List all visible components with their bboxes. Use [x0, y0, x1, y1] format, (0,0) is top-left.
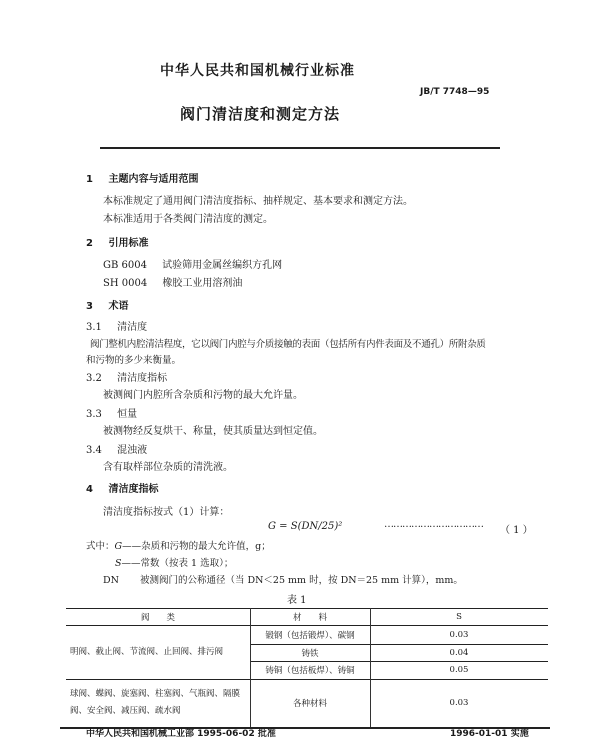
- term-definition-cont: 和污物的多少来衡量。: [86, 355, 182, 366]
- variable-definition: [103, 572, 463, 586]
- table-s-cell: 0.03: [449, 698, 469, 708]
- section-number: 4: [86, 484, 93, 495]
- term-name: 混浊液: [117, 445, 148, 456]
- paragraph: 本标准适用于各类阀门清洁度的测定。: [103, 214, 273, 225]
- variable-symbol: S: [115, 558, 122, 569]
- term-name: 恒量: [117, 409, 138, 420]
- table-header-cell: S: [456, 611, 462, 622]
- term-heading: [86, 405, 137, 420]
- footer-approval-visible: 中华人民共和国机械工业部 1995-06-02 批准: [86, 729, 276, 739]
- table-caption: 表 1: [287, 595, 307, 606]
- section-2-heading: [86, 234, 148, 249]
- term-number: 3.3: [86, 409, 102, 420]
- table-group-label: 明阀、截止阀、节流阀、止回阀、排污阀: [70, 646, 224, 657]
- variable-symbol: DN: [103, 575, 119, 586]
- section-number: 3: [86, 301, 93, 312]
- reference-code: SH 0004: [103, 278, 148, 289]
- term-heading: [86, 369, 167, 384]
- section-number: 2: [86, 238, 93, 249]
- section-title: 术语: [108, 301, 129, 312]
- table-material-cell: 铸铜（包括板焊）、铸铜: [265, 666, 355, 676]
- term-name: 清洁度指标: [117, 373, 168, 384]
- term-number: 3.4: [86, 445, 102, 456]
- table-s-cell: 0.03: [449, 629, 469, 640]
- formula-leader-dots: ……………………………: [384, 519, 483, 530]
- term-heading: [86, 441, 147, 456]
- term-definition: 含有取样部位杂质的清洗液。: [103, 462, 233, 473]
- table-s-cell: 0.05: [449, 665, 469, 675]
- document-title: 阀门清洁度和测定方法: [180, 105, 341, 123]
- standard-number: JB/T 7748—95: [420, 87, 490, 97]
- formula: G = S(DN/25)²: [268, 521, 343, 532]
- formula-number: （ 1 ）: [500, 525, 533, 536]
- table-header-cell: 阀 类: [140, 612, 175, 623]
- term-definition: 被测阀门内腔所含杂质和污物的最大允许量。: [103, 390, 303, 401]
- term-definition: 阀门整机内腔清洁程度，它以阀门内腔与介质接触的表面（包括所有内件表面及不通孔）所附杂质: [90, 339, 486, 350]
- table-material-cell: 各种材料: [292, 699, 327, 709]
- section-1-heading: [86, 170, 198, 185]
- term-number: 3.1: [86, 322, 102, 333]
- term-number: 3.2: [86, 373, 102, 384]
- reference-title: 试验筛用金属丝编织方孔网: [162, 260, 283, 271]
- table-group-label: 球阀、蝶阀、旋塞阀、柱塞阀、气瓶阀、隔膜阀、安全阀、减压阀、疏水阀: [70, 689, 241, 716]
- section-3-heading: [86, 297, 128, 312]
- variable-definition: [86, 538, 271, 552]
- term-heading: [86, 318, 147, 333]
- issuer-title: 中华人民共和国机械行业标准: [160, 63, 355, 79]
- variable-description: ——常数（按表 1 选取）；: [121, 558, 234, 569]
- reference-code: GB 6004: [103, 260, 147, 271]
- reference-title: 橡胶工业用溶剂油: [162, 278, 243, 289]
- table-header-cell: 材 料: [292, 612, 327, 623]
- term-name: 清洁度: [117, 322, 148, 333]
- table-material-cell: 铸铁: [301, 648, 319, 659]
- variable-definition: [115, 555, 233, 569]
- section-title: 引用标准: [108, 238, 149, 249]
- table-s-cell: 0.04: [449, 647, 469, 658]
- footer-implement: 1996-01-01 实施: [450, 729, 529, 739]
- variable-description: 被测阀门的公称通径（当 DN＜25 mm 时，按 DN＝25 mm 计算），mm。: [139, 575, 463, 586]
- section-4-heading: [86, 480, 158, 495]
- section-title: 清洁度指标: [108, 484, 159, 495]
- formula-intro: 清洁度指标按式（1）计算：: [103, 507, 230, 518]
- section-number: 1: [86, 174, 93, 185]
- variable-symbol: G: [114, 541, 123, 552]
- header-divider: [100, 147, 500, 149]
- table-material-cell: 锻钢（包括锻焊）、碳钢: [265, 630, 355, 641]
- paragraph: 本标准规定了通用阀门清洁度指标、抽样规定、基本要求和测定方法。: [103, 196, 413, 207]
- term-definition: 被测物经反复烘干、称量，使其质量达到恒定值。: [103, 426, 323, 437]
- reference-item: [103, 256, 282, 271]
- section-title: 主题内容与适用范围: [108, 174, 199, 185]
- reference-item: [103, 274, 242, 289]
- variable-description: ——杂质和污物的最大允许值，g；: [122, 541, 271, 552]
- where-prefix: 式中：: [86, 541, 115, 552]
